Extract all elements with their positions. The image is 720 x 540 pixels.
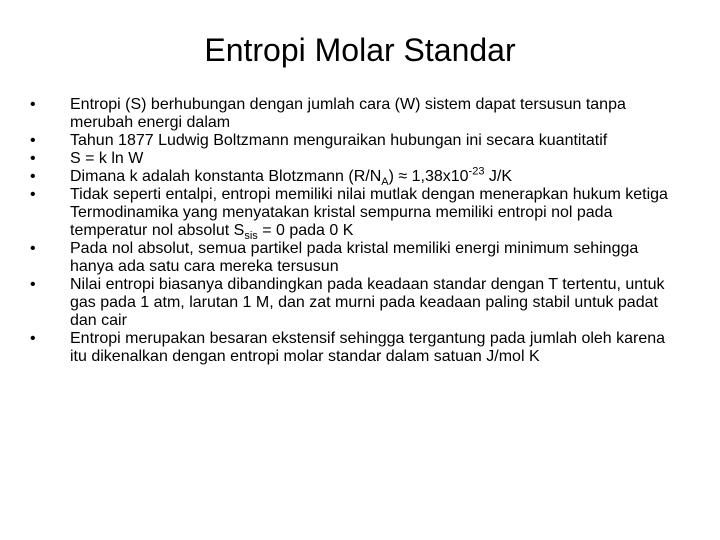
bullet-text-part: J/K xyxy=(484,168,513,185)
bullet-text xyxy=(70,186,668,243)
bullet-text: S = k ln W xyxy=(70,150,144,167)
bullet-item xyxy=(30,276,670,330)
bullet-icon: • xyxy=(30,330,36,347)
bullet-item xyxy=(30,165,670,189)
bullet-text: Nilai entropi biasanya dibandingkan pada keadaan standar dengan T tertentu, untuk gas pada 1 atm, larutan 1 M, dan zat murni pada keadaan paling stabil untuk padat dan cair xyxy=(70,276,665,329)
bullet-text-part: ) ≈ 1,38x10 xyxy=(388,168,469,185)
bullet-text-part: Dimana k adalah konstanta Blotzmann (R/N xyxy=(70,168,382,185)
bullet-item xyxy=(30,240,670,276)
bullet-text: Entropi (S) berhubungan dengan jumlah cara (W) sistem dapat tersusun tanpa merubah energi dalam xyxy=(70,96,626,131)
bullet-icon: • xyxy=(30,96,36,113)
bullet-item xyxy=(30,132,670,150)
bullet-item xyxy=(30,186,670,243)
bullet-text-part: Tidak seperti entalpi, entropi memiliki nilai mutlak dengan menerapkan hukum ketiga Termodinamika yang menyatakan kristal sempurna memiliki entropi nol pada temperatur nol absolut S xyxy=(70,186,668,239)
subscript-text: A xyxy=(381,176,389,189)
slide-title: Entropi Molar Standar xyxy=(204,32,516,68)
bullet-icon: • xyxy=(30,150,36,167)
bullet-icon: • xyxy=(30,132,36,149)
bullet-icon: • xyxy=(30,276,36,293)
bullet-list xyxy=(30,96,670,366)
bullet-item xyxy=(30,96,670,132)
bullet-text: Tahun 1877 Ludwig Boltzmann menguraikan hubungan ini secara kuantitatif xyxy=(70,132,608,149)
bullet-text: Pada nol absolut, semua partikel pada kristal memiliki energi minimum sehingga hanya ada satu cara mereka tersusun xyxy=(70,240,639,275)
bullet-icon: • xyxy=(30,168,36,185)
superscript-text: -23 xyxy=(468,165,485,178)
bullet-icon: • xyxy=(30,186,36,203)
bullet-text xyxy=(70,165,513,189)
subscript-text: sis xyxy=(244,230,258,243)
bullet-item xyxy=(30,330,670,366)
bullet-text: Entropi merupakan besaran ekstensif sehingga tergantung pada jumlah oleh karena itu dikenalkan dengan entropi molar standar dalam satuan J/mol K xyxy=(70,330,666,365)
bullet-icon: • xyxy=(30,240,36,257)
bullet-item xyxy=(30,150,670,168)
bullet-text-part: = 0 pada 0 K xyxy=(257,222,354,239)
